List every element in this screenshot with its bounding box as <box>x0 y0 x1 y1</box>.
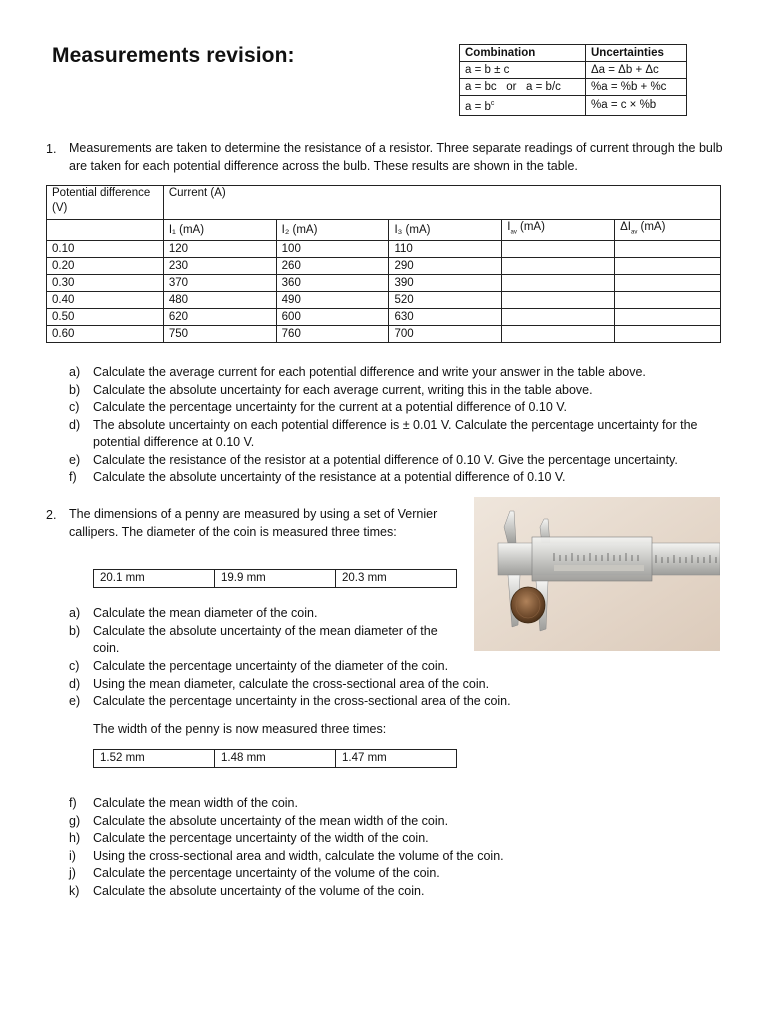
part-letter: b) <box>69 623 81 638</box>
list-item <box>69 693 719 711</box>
empty-answer-cell <box>502 241 615 258</box>
part-text: Calculate the absolute uncertainty of the volume of the coin. <box>93 883 425 898</box>
current-value: 750 <box>163 326 276 343</box>
combination-rules-table <box>459 44 687 116</box>
empty-answer-cell <box>615 258 721 275</box>
part-letter: d) <box>69 417 81 432</box>
part-letter: g) <box>69 813 81 828</box>
list-item <box>69 676 719 694</box>
width-intro-text: The width of the penny is now measured three times: <box>93 722 387 736</box>
empty-answer-cell <box>502 275 615 292</box>
part-text: Calculate the percentage uncertainty of the diameter of the coin. <box>93 659 449 673</box>
part-text: Calculate the mean diameter of the coin. <box>93 606 318 620</box>
list-item <box>69 469 719 487</box>
current-value: 700 <box>389 326 502 343</box>
empty-answer-cell <box>615 241 721 258</box>
uncertainty-cell: %a = c × %b <box>586 96 687 116</box>
current-value: 600 <box>276 309 389 326</box>
calliper-illustration <box>474 497 720 651</box>
uncertainty-cell: %a = %b + %c <box>586 79 687 96</box>
pd-value: 0.30 <box>47 275 164 292</box>
part-letter: h) <box>69 831 81 845</box>
page-title: Measurements revision: <box>52 44 295 67</box>
part-letter: e) <box>69 452 81 467</box>
list-item <box>69 848 719 866</box>
part-letter: f) <box>69 470 77 484</box>
table-row <box>47 275 721 292</box>
combination-header: Combination <box>460 45 586 62</box>
part-text: Calculate the resistance of the resistor at a potential difference of 0.10 V. Give the percentage uncertainty. <box>93 452 678 467</box>
current-readings-table <box>46 185 721 343</box>
question-1-text: Measurements are taken to determine the resistance of a resistor. Three separate readings of current through the bulb are taken for each potential difference across the bulb. These results are shown in the table. <box>69 141 723 173</box>
part-letter: c) <box>69 400 80 414</box>
part-text: Calculate the percentage uncertainty of the volume of the coin. <box>93 866 440 880</box>
current-value: 480 <box>163 292 276 309</box>
table-row <box>47 292 721 309</box>
empty-answer-cell <box>502 258 615 275</box>
current-value: 290 <box>389 258 502 275</box>
empty-answer-cell <box>502 309 615 326</box>
empty-answer-cell <box>502 292 615 309</box>
question-2-parts-a-b <box>69 605 464 658</box>
i1-header: I₁ (mA) <box>163 220 276 241</box>
question-2-parts-c-e <box>69 658 719 711</box>
current-value: 230 <box>163 258 276 275</box>
current-value: 760 <box>276 326 389 343</box>
part-text: Calculate the percentage uncertainty in the cross-sectional area of the coin. <box>93 694 511 708</box>
list-item <box>69 452 719 470</box>
list-item <box>69 623 464 658</box>
current-value: 100 <box>276 241 389 258</box>
empty-answer-cell <box>615 326 721 343</box>
part-text: Using the mean diameter, calculate the cross-sectional area of the coin. <box>93 676 490 691</box>
part-letter: k) <box>69 883 80 898</box>
pd-value: 0.50 <box>47 309 164 326</box>
part-letter: d) <box>69 676 81 691</box>
vernier-calliper-photo <box>474 497 720 651</box>
diameter-reading: 19.9 mm <box>215 570 336 588</box>
table-row <box>47 309 721 326</box>
uncertainties-header: Uncertainties <box>586 45 687 62</box>
question-1-number: 1. <box>46 142 57 156</box>
empty-answer-cell <box>615 309 721 326</box>
current-value: 260 <box>276 258 389 275</box>
table-row <box>47 326 721 343</box>
empty-answer-cell <box>615 292 721 309</box>
part-letter: i) <box>69 848 76 863</box>
part-text: Calculate the absolute uncertainty of the mean diameter of the coin. <box>93 623 438 655</box>
part-text: Calculate the percentage uncertainty for the current at a potential difference of 0.10 V. <box>93 400 567 414</box>
empty-answer-cell <box>502 326 615 343</box>
pd-value: 0.20 <box>47 258 164 275</box>
part-letter: c) <box>69 659 80 673</box>
diameter-measurements-table <box>93 569 457 588</box>
width-reading: 1.48 mm <box>215 750 336 768</box>
i2-header: I₂ (mA) <box>276 220 389 241</box>
list-item <box>69 658 719 676</box>
part-letter: a) <box>69 365 81 379</box>
combination-cell: $a = b^c$ <box>460 96 586 116</box>
width-reading: 1.47 mm <box>336 750 457 768</box>
current-value: 390 <box>389 275 502 292</box>
table-row <box>47 258 721 275</box>
current-value: 520 <box>389 292 502 309</box>
pd-value: 0.40 <box>47 292 164 309</box>
list-item <box>69 795 719 813</box>
part-letter: b) <box>69 382 81 397</box>
list-item <box>69 382 719 400</box>
current-value: 110 <box>389 241 502 258</box>
list-item <box>69 417 719 452</box>
part-letter: j) <box>69 866 76 880</box>
exponent-c: c <box>490 100 495 107</box>
list-item <box>69 865 719 883</box>
combination-cell: a = bc or a = b/c <box>460 79 586 96</box>
list-item <box>69 813 719 831</box>
blank-cell <box>47 220 164 241</box>
combination-cell: a = b ± c <box>460 62 586 79</box>
part-text: Calculate the absolute uncertainty of the mean width of the coin. <box>93 813 449 828</box>
pd-value: 0.10 <box>47 241 164 258</box>
part-text: Using the cross-sectional area and width, calculate the volume of the coin. <box>93 848 504 863</box>
list-item <box>69 364 719 382</box>
uncertainty-cell: Δa = Δb + Δc <box>586 62 687 79</box>
list-item <box>69 883 719 901</box>
width-measurements-table <box>93 749 457 768</box>
current-header: Current (A) <box>163 186 720 220</box>
current-value: 630 <box>389 309 502 326</box>
pd-value: 0.60 <box>47 326 164 343</box>
part-text: Calculate the absolute uncertainty for each average current, writing this in the table above. <box>93 382 593 397</box>
list-item <box>69 605 464 623</box>
part-text: Calculate the percentage uncertainty of the width of the coin. <box>93 831 429 845</box>
question-2-number: 2. <box>46 508 57 522</box>
part-text: The absolute uncertainty on each potential difference is ± 0.01 V. Calculate the percentage uncertainty for the potential difference at 0.10 V. <box>93 417 698 449</box>
question-1-parts <box>69 364 719 487</box>
list-item <box>69 830 719 848</box>
diameter-reading: 20.1 mm <box>94 570 215 588</box>
current-value: 490 <box>276 292 389 309</box>
question-2-text: The dimensions of a penny are measured by using a set of Vernier callipers. The diameter of the coin is measured three times: <box>69 507 438 539</box>
empty-answer-cell <box>615 275 721 292</box>
current-value: 360 <box>276 275 389 292</box>
diameter-reading: 20.3 mm <box>336 570 457 588</box>
current-value: 120 <box>163 241 276 258</box>
part-letter: a) <box>69 606 81 620</box>
width-reading: 1.52 mm <box>94 750 215 768</box>
current-value: 620 <box>163 309 276 326</box>
table-row <box>47 241 721 258</box>
question-2-parts-f-k <box>69 795 719 900</box>
list-item <box>69 399 719 417</box>
i3-header: I₃ (mA) <box>389 220 502 241</box>
current-value: 370 <box>163 275 276 292</box>
iav-header: $I_{av}$ (mA) <box>502 220 615 241</box>
delta-iav-header: $\Delta I_{av}$ (mA) <box>615 220 721 241</box>
part-letter: f) <box>69 796 77 810</box>
part-letter: e) <box>69 694 81 708</box>
part-text: Calculate the absolute uncertainty of the resistance at a potential difference of 0.10 V. <box>93 470 566 484</box>
part-text: Calculate the average current for each potential difference and write your answer in the table above. <box>93 365 646 379</box>
pd-header: Potential difference (V) <box>47 186 164 220</box>
part-text: Calculate the mean width of the coin. <box>93 796 298 810</box>
